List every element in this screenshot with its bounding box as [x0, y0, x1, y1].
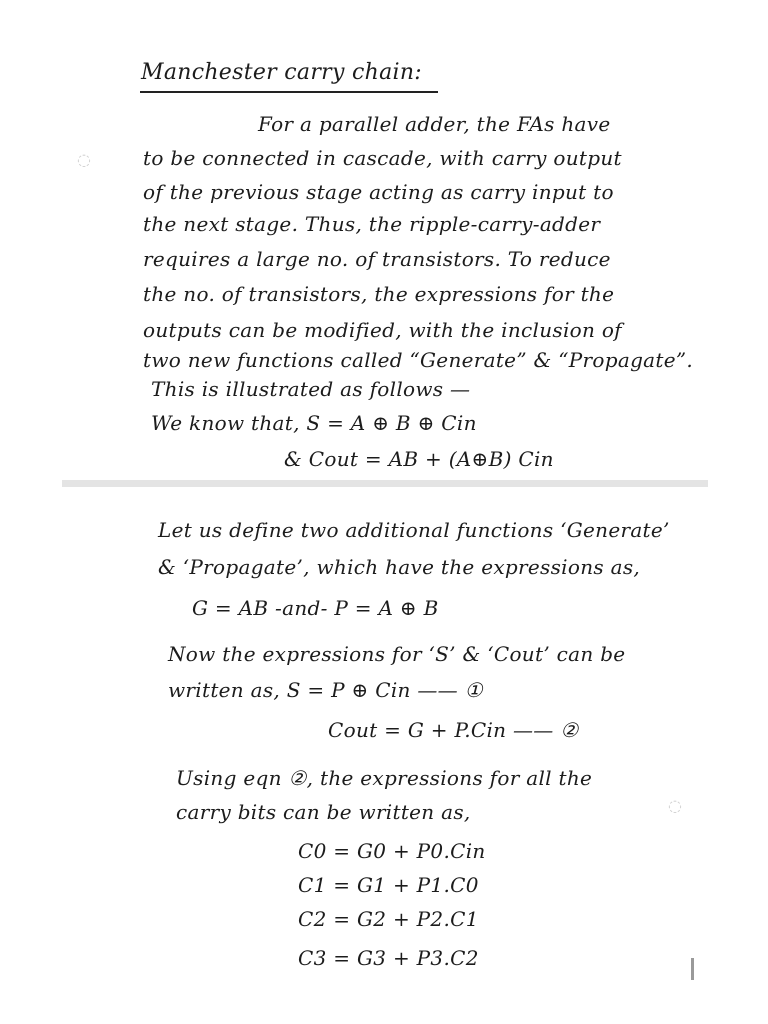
text-line-3: of the previous stage acting as carry input to — [143, 180, 614, 204]
text-line-1: For a parallel adder, the FAs have — [258, 112, 611, 136]
generate-propagate-definition: G = AB -and- P = A ⊕ B — [192, 596, 439, 620]
page-separator — [62, 480, 708, 487]
title-underline — [140, 91, 438, 93]
text-line-5: requires a large no. of transistors. To reduce — [143, 247, 611, 271]
text-line-11: & ‘Propagate’, which have the expressions as, — [158, 555, 641, 579]
hole-punch-mark: ◌ — [668, 796, 682, 815]
carry-c2-equation: C2 = G2 + P2.C1 — [298, 907, 479, 931]
carry-c3-equation: C3 = G3 + P3.C2 — [298, 946, 479, 970]
text-line-7: outputs can be modified, with the inclusion of — [143, 318, 622, 342]
carry-c1-equation: C1 = G1 + P1.C0 — [298, 873, 479, 897]
text-line-2: to be connected in cascade, with carry output — [143, 146, 622, 170]
sum-equation-line: We know that, S = A ⊕ B ⊕ Cin — [151, 411, 477, 435]
text-line-14: carry bits can be written as, — [176, 800, 471, 824]
equation-1-line: written as, S = P ⊕ Cin —— ① — [168, 678, 483, 702]
text-line-6: the no. of transistors, the expressions for the — [143, 282, 615, 306]
equation-2-line: Cout = G + P.Cin —— ② — [328, 718, 579, 742]
text-line-13: Using eqn ②, the expressions for all the — [176, 766, 593, 790]
hole-punch-mark: ◌ — [77, 150, 91, 169]
cout-equation-line: & Cout = AB + (A⊕B) Cin — [284, 447, 554, 471]
text-line-4: the next stage. Thus, the ripple-carry-adder — [143, 212, 601, 236]
text-line-12: Now the expressions for ‘S’ & ‘Cout’ can be — [168, 642, 626, 666]
text-line-8: two new functions called “Generate” & “Propagate”. — [143, 348, 694, 372]
text-line-9: This is illustrated as follows — — [151, 377, 471, 401]
scan-edge-mark — [691, 958, 694, 980]
text-line-10: Let us define two additional functions ‘Generate’ — [158, 518, 670, 542]
page-title: Manchester carry chain: — [141, 60, 422, 85]
carry-c0-equation: C0 = G0 + P0.Cin — [298, 839, 486, 863]
